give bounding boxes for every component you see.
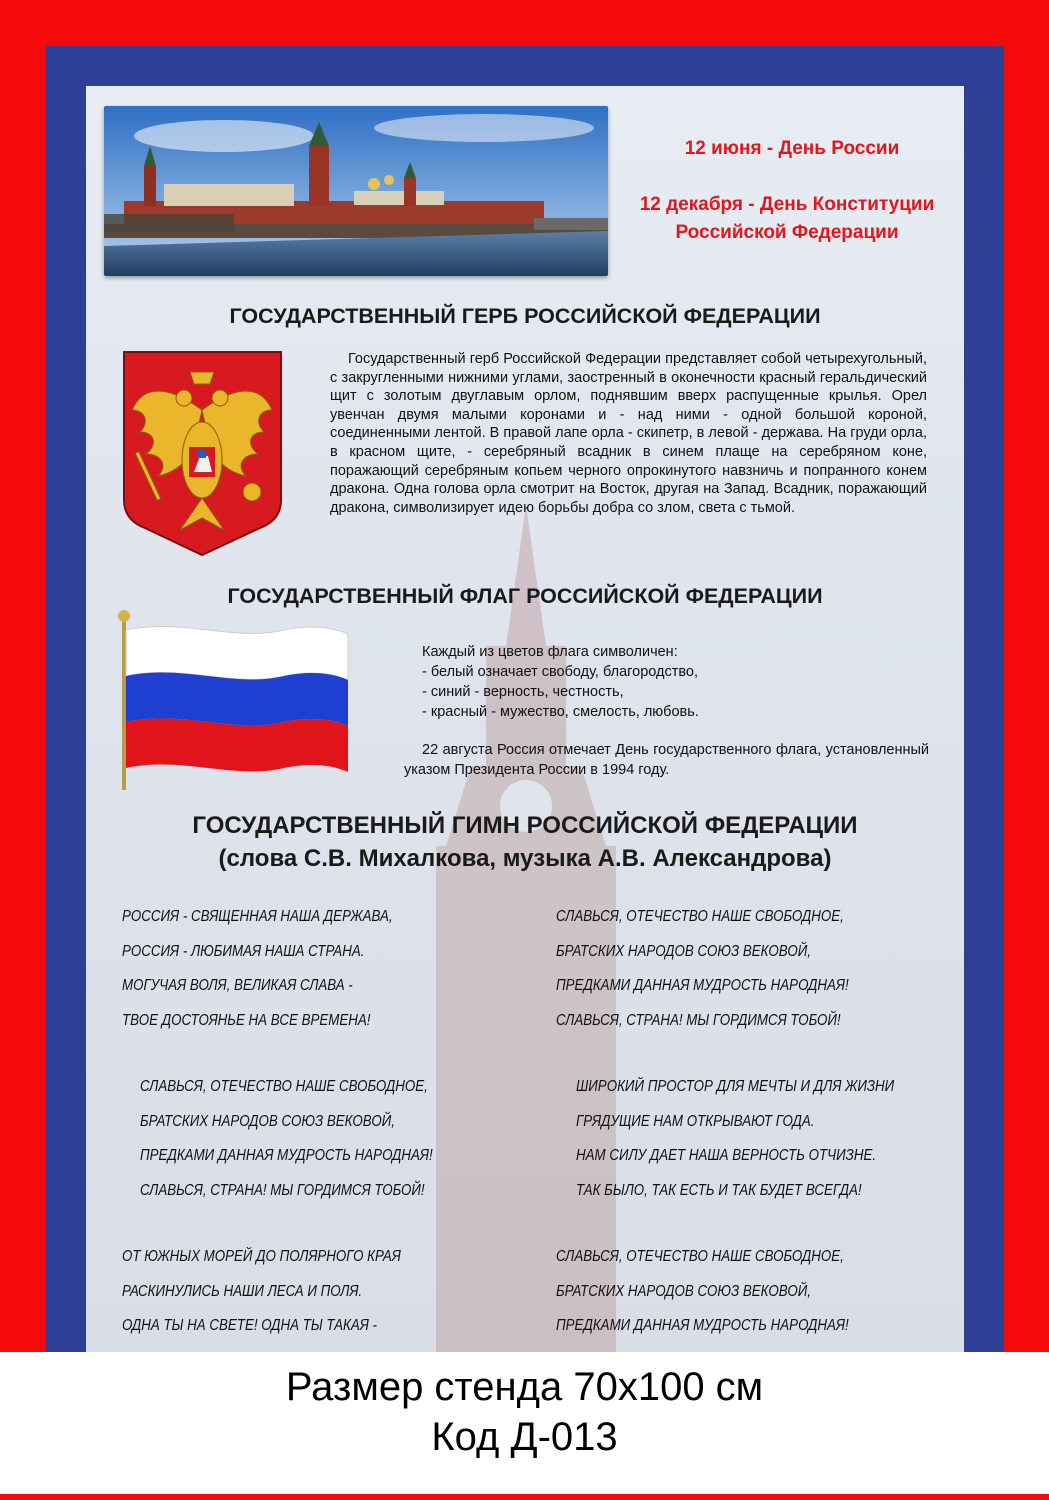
anthem-title: ГОСУДАРСТВЕННЫЙ ГИМН РОССИЙСКОЙ ФЕДЕРАЦИИ	[192, 812, 858, 839]
anthem-line: СЛАВЬСЯ, СТРАНА! МЫ ГОРДИМСЯ ТОБОЙ!	[140, 1181, 425, 1199]
anthem-verse-3	[122, 1240, 401, 1344]
anthem-line: СЛАВЬСЯ, ОТЕЧЕСТВО НАШЕ СВОБОДНОЕ,	[556, 1248, 844, 1265]
anthem-line: МОГУЧАЯ ВОЛЯ, ВЕЛИКАЯ СЛАВА -	[122, 977, 353, 994]
anthem-authors: (слова С.В. Михалкова, музыка А.В. Александрова)	[218, 845, 832, 872]
anthem-line: ТАК БЫЛО, ТАК ЕСТЬ И ТАК БУДЕТ ВСЕГДА!	[576, 1181, 862, 1199]
anthem-line: ОТ ЮЖНЫХ МОРЕЙ ДО ПОЛЯРНОГО КРАЯ	[122, 1248, 401, 1265]
flag-item-white: - белый означает свободу, благородство,	[422, 664, 698, 680]
anthem-line: РОССИЯ - СВЯЩЕННАЯ НАША ДЕРЖАВА,	[122, 908, 393, 925]
bottom-red-strip	[0, 1494, 1049, 1500]
anthem-chorus-2	[140, 1070, 433, 1208]
flag-title: ГОСУДАРСТВЕННЫЙ ФЛАГ РОССИЙСКОЙ ФЕДЕРАЦИИ	[227, 584, 823, 608]
anthem-line: ПРЕДКАМИ ДАННАЯ МУДРОСТЬ НАРОДНАЯ!	[556, 977, 849, 994]
anthem-line: ПРЕДКАМИ ДАННАЯ МУДРОСТЬ НАРОДНАЯ!	[140, 1147, 433, 1164]
anthem-line: БРАТСКИХ НАРОДОВ СОЮЗ ВЕКОВОЙ,	[556, 942, 811, 960]
flag-intro: Каждый из цветов флага символичен:	[422, 644, 678, 660]
anthem-line: ТВОЕ ДОСТОЯНЬЕ НА ВСЕ ВРЕМЕНА!	[122, 1011, 371, 1029]
kremlin-panorama-photo	[104, 106, 608, 276]
anthem-line: БРАТСКИХ НАРОДОВ СОЮЗ ВЕКОВОЙ,	[140, 1112, 395, 1130]
anthem-line: СЛАВЬСЯ, ОТЕЧЕСТВО НАШЕ СВОБОДНОЕ,	[556, 908, 844, 925]
anthem-verse-1	[122, 900, 393, 1038]
flag-day-note: 22 августа Россия отмечает День государственного флага, установленный указом Президента России в 1994 году.	[404, 742, 929, 778]
anthem-verse-2	[576, 1070, 894, 1208]
constitution-day-date: 12 декабря - День Конституции	[639, 194, 935, 215]
stand-info-footer	[0, 1352, 1049, 1500]
coat-of-arms-emblem	[120, 350, 285, 560]
constitution-day-date-line2: Российской Федерации	[675, 222, 899, 243]
flag-item-blue: - синий - верность, честность,	[422, 684, 624, 700]
anthem-line: РОССИЯ - ЛЮБИМАЯ НАША СТРАНА.	[122, 942, 365, 960]
anthem-line: БРАТСКИХ НАРОДОВ СОЮЗ ВЕКОВОЙ,	[556, 1282, 811, 1300]
anthem-line: РАСКИНУЛИСЬ НАШИ ЛЕСА И ПОЛЯ.	[122, 1282, 363, 1300]
anthem-line: ГРЯДУЩИЕ НАМ ОТКРЫВАЮТ ГОДА.	[576, 1112, 815, 1130]
stand-size: Размер стенда 70х100 см	[285, 1365, 764, 1409]
anthem-line: ШИРОКИЙ ПРОСТОР ДЛЯ МЕЧТЫ И ДЛЯ ЖИЗНИ	[576, 1078, 895, 1095]
anthem-chorus-3	[556, 1240, 849, 1344]
anthem-line: СЛАВЬСЯ, СТРАНА! МЫ ГОРДИМСЯ ТОБОЙ!	[556, 1011, 841, 1029]
anthem-line: СЛАВЬСЯ, ОТЕЧЕСТВО НАШЕ СВОБОДНОЕ,	[140, 1078, 428, 1095]
stand-code: Код Д-013	[431, 1415, 618, 1459]
flag-item-red: - красный - мужество, смелость, любовь.	[422, 704, 699, 720]
russia-day-date: 12 июня - День России	[684, 138, 900, 159]
anthem-line: ОДНА ТЫ НА СВЕТЕ! ОДНА ТЫ ТАКАЯ -	[122, 1317, 378, 1334]
flag-colors-list	[422, 642, 862, 722]
coat-of-arms-title: ГОСУДАРСТВЕННЫЙ ГЕРБ РОССИЙСКОЙ ФЕДЕРАЦИИ	[229, 304, 821, 328]
anthem-line: НАМ СИЛУ ДАЕТ НАША ВЕРНОСТЬ ОТЧИЗНЕ.	[576, 1147, 877, 1164]
anthem-line: ПРЕДКАМИ ДАННАЯ МУДРОСТЬ НАРОДНАЯ!	[556, 1317, 849, 1334]
coat-of-arms-description: Государственный герб Российской Федерации представляет собой четырехугольный, с закругленными нижними углами, заостренный в оконечности красный геральдический щит с золотым двуглавым орлом, поднявшим вверх распущенные крылья. Орел увенчан двумя малыми коронами и - над ними - одной большой короной, соединенными лентой. В правой лапе орла - скипетр, в левой - держава. На груди орла, в красном щите, - серебряный всадник в синем плаще на серебряном коне, поражающий серебряным копьем черного опрокинутого навзничь и попранного конем дракона. Одна голова орла смотрит на Восток, другая на Запад. Всадник, поражающий дракона, символизирует идею борьбы добра со злом, света с тьмой.	[330, 351, 927, 516]
anthem-chorus-1	[556, 900, 849, 1038]
russian-flag	[114, 604, 354, 790]
